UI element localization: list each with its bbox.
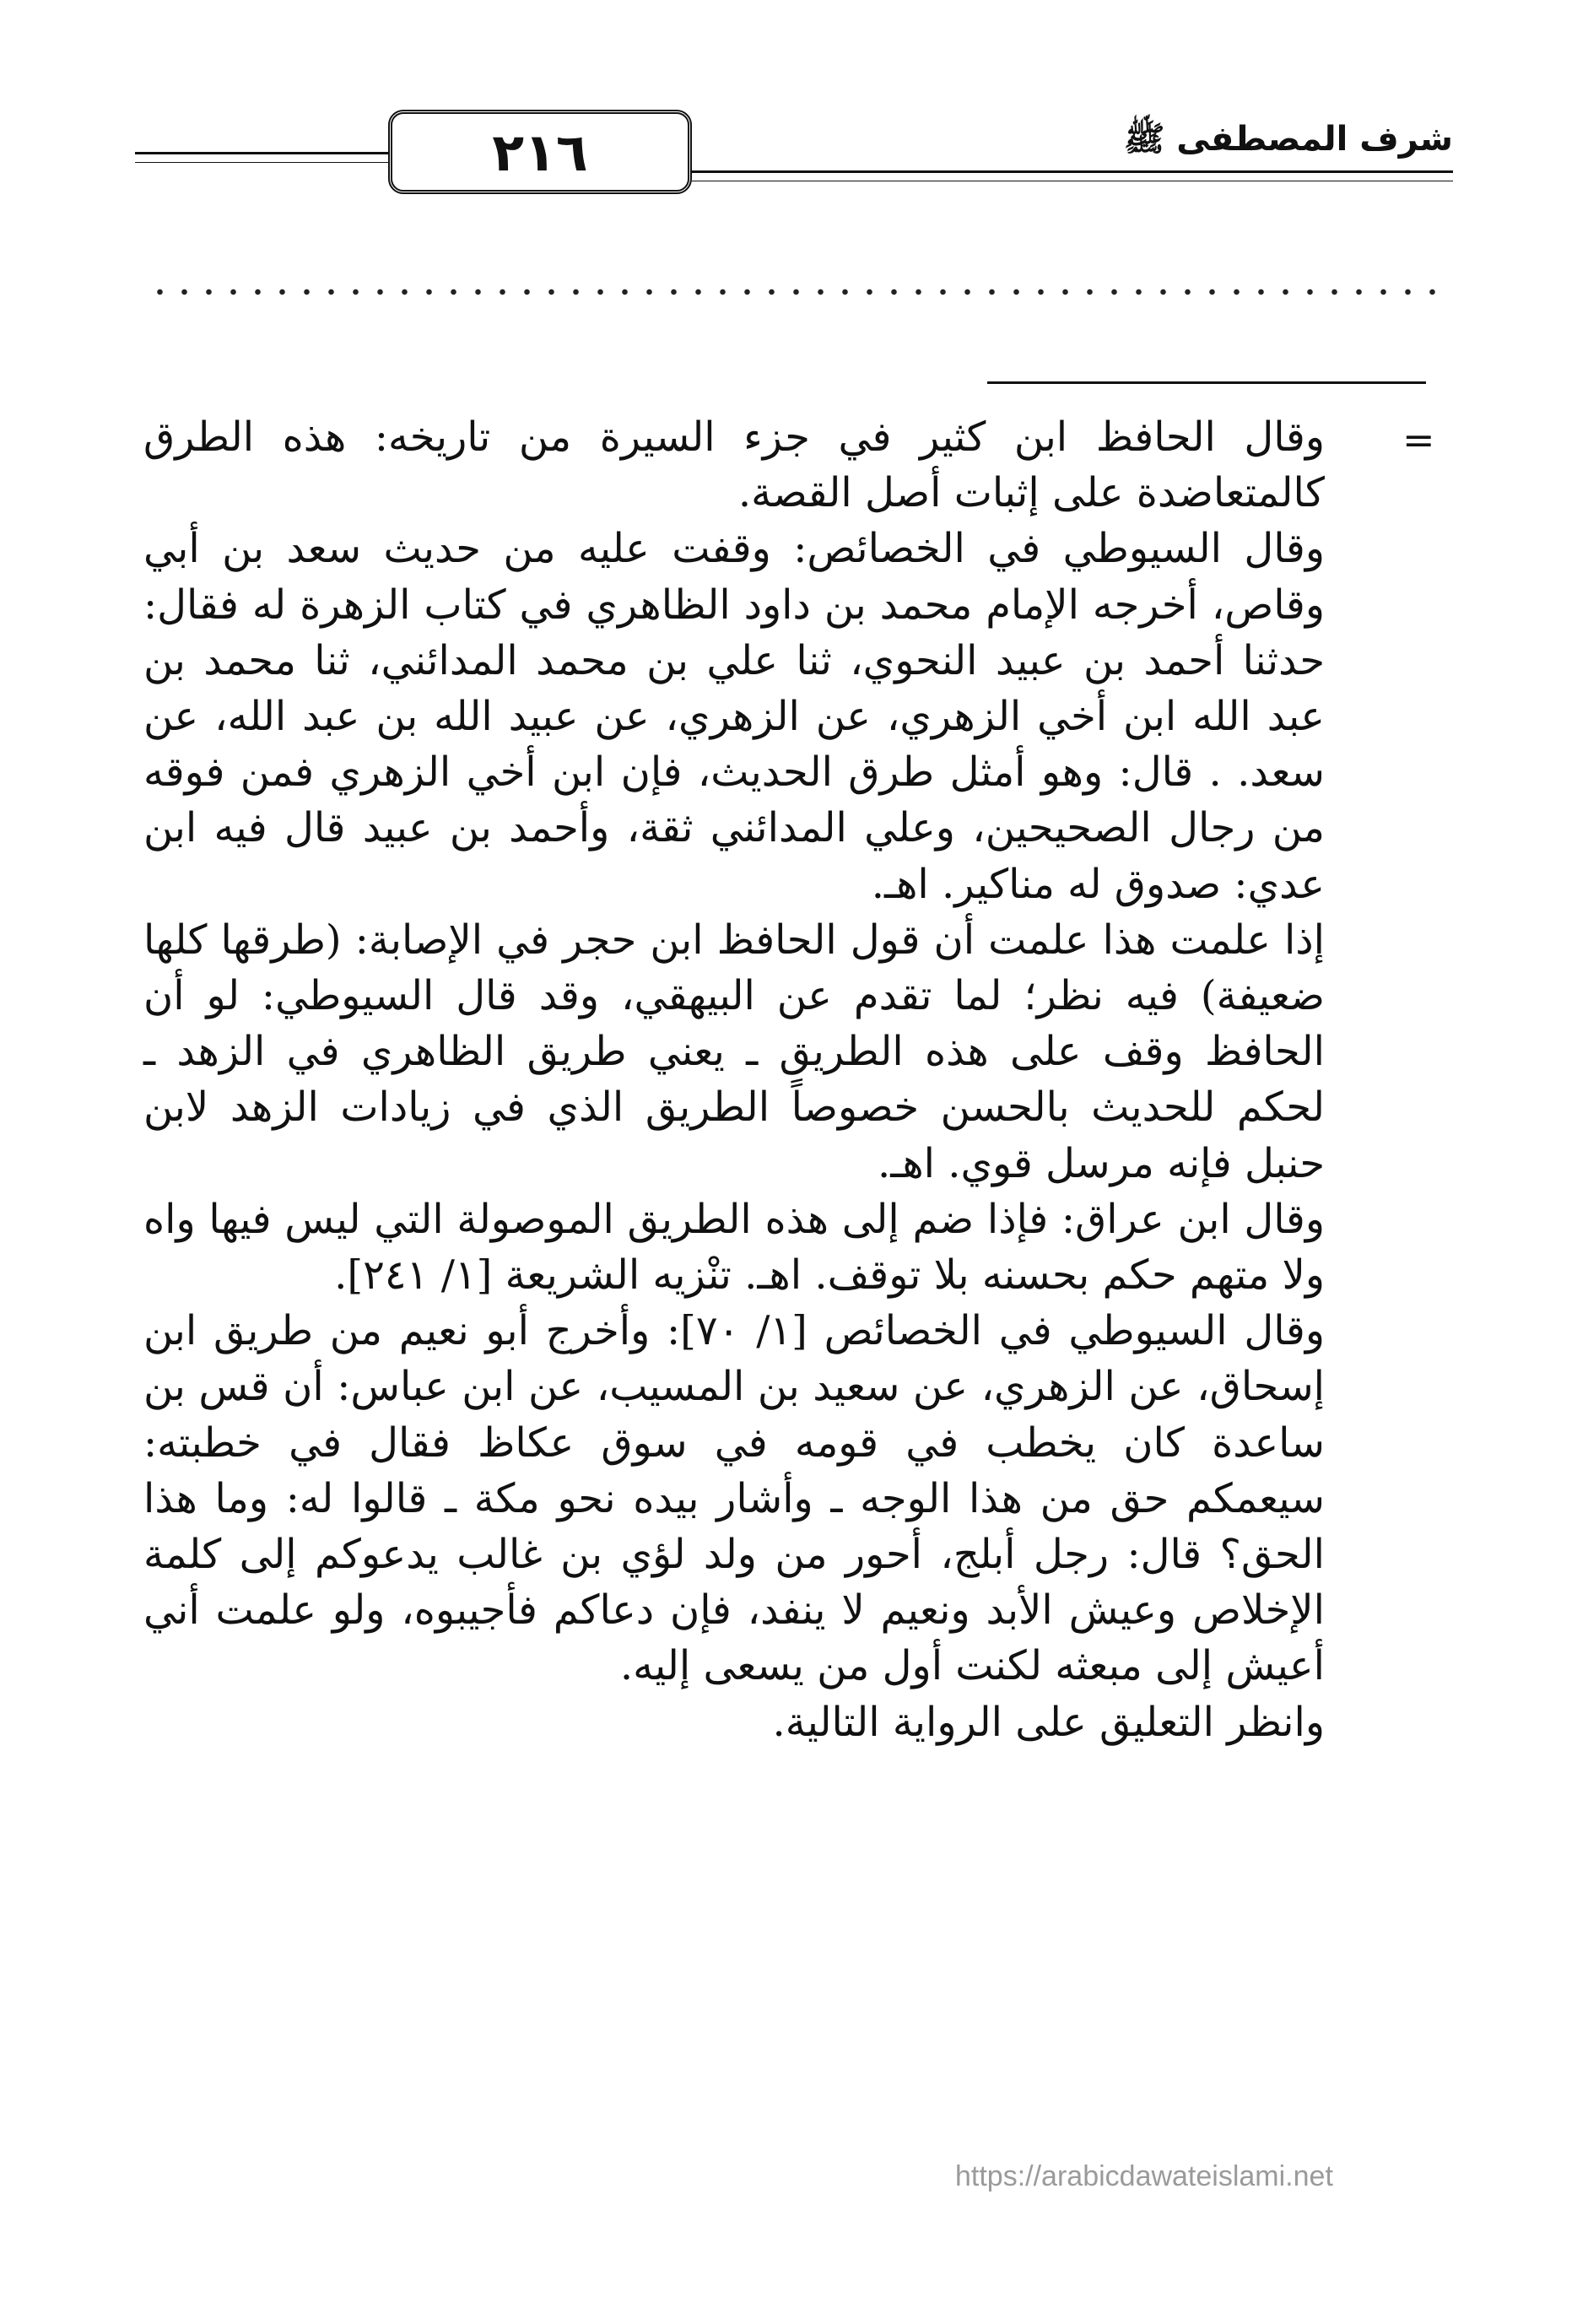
footnote-rule — [987, 381, 1426, 384]
dotted-separator — [148, 284, 1440, 300]
header-rule — [135, 162, 388, 163]
header-rule — [692, 170, 1453, 173]
paragraph: وانظر التعليق على الرواية التالية. — [772, 1698, 1325, 1746]
paragraph: وقال السيوطي في الخصائص: وقفت عليه من حديث سعد بن أبي وقاص، أخرجه الإمام محمد بن داود الظاهري في كتاب الزهرة له فقال: حدثنا أحمد بن عبيد النحوي، ثنا علي بن محمد المدائني، ثنا محمد بن عبد الله ابن أخي الزهري، عن الزهري، عن عبيد الله بن عبد الله، عن سعد. . قال: وهو أمثل طرق الحديث، فإن ابن أخي الزهري فمن فوقه من رجال الصحيحين، وعلي المدائني ثقة، وأحمد بن عبيد قال فيه ابن عدي: صدوق له مناكير. اهـ. — [143, 525, 1326, 908]
paragraph: وقال السيوطي في الخصائص [١/ ٧٠]: وأخرج أبو نعيم من طريق ابن إسحاق، عن الزهري، عن سعيد بن المسيب، عن ابن عباس: أن قس بن ساعدة كان يخطب في قومه في سوق عكاظ فقال في خطبته: سيعمكم حق من هذا الوجه ـ وأشار بيده نحو مكة ـ قالوا له: وما هذا الحق؟ قال: رجل أبلج، أحور من ولد لؤي بن غالب يدعوكم إلى كلمة الإخلاص وعيش الأبد ونعيم لا ينفد، فإن دعاكم فأجيبوه، ولو علمت أني أعيش إلى مبعثه لكنت أول من يسعى إليه. — [143, 1307, 1325, 1690]
page-number: ٢١٦ — [388, 110, 692, 194]
page-header — [135, 110, 1453, 203]
footnote-body — [143, 409, 1325, 1750]
running-title: شرف المصطفى ﷺ — [1123, 120, 1453, 159]
watermark-url: https://arabicdawateislami.net — [955, 2160, 1333, 2192]
paragraph: وقال ابن عراق: فإذا ضم إلى هذه الطريق الموصولة التي ليس فيها واه ولا متهم حكم بحسنه بلا توقف. اهـ. تنْزيه الشريعة [١/ ٢٤١]. — [143, 1195, 1325, 1300]
continuation-marker: = — [1402, 417, 1435, 462]
header-rule — [135, 152, 388, 154]
paragraph: إذا علمت هذا علمت أن قول الحافظ ابن حجر في الإصابة: (طرقها كلها ضعيفة) فيه نظر؛ لما تقدم عن البيهقي، وقد قال السيوطي: لو أن الحافظ وقف على هذه الطريق ـ يعني طريق الظاهري في الزهد ـ لحكم للحديث بالحسن خصوصاً الطريق الذي في زيادات الزهد لابن حنبل فإنه مرسل قوي. اهـ. — [143, 916, 1325, 1187]
paragraph: وقال الحافظ ابن كثير في جزء السيرة من تاريخه: هذه الطرق كالمتعاضدة على إثبات أصل القصة. — [143, 413, 1326, 517]
